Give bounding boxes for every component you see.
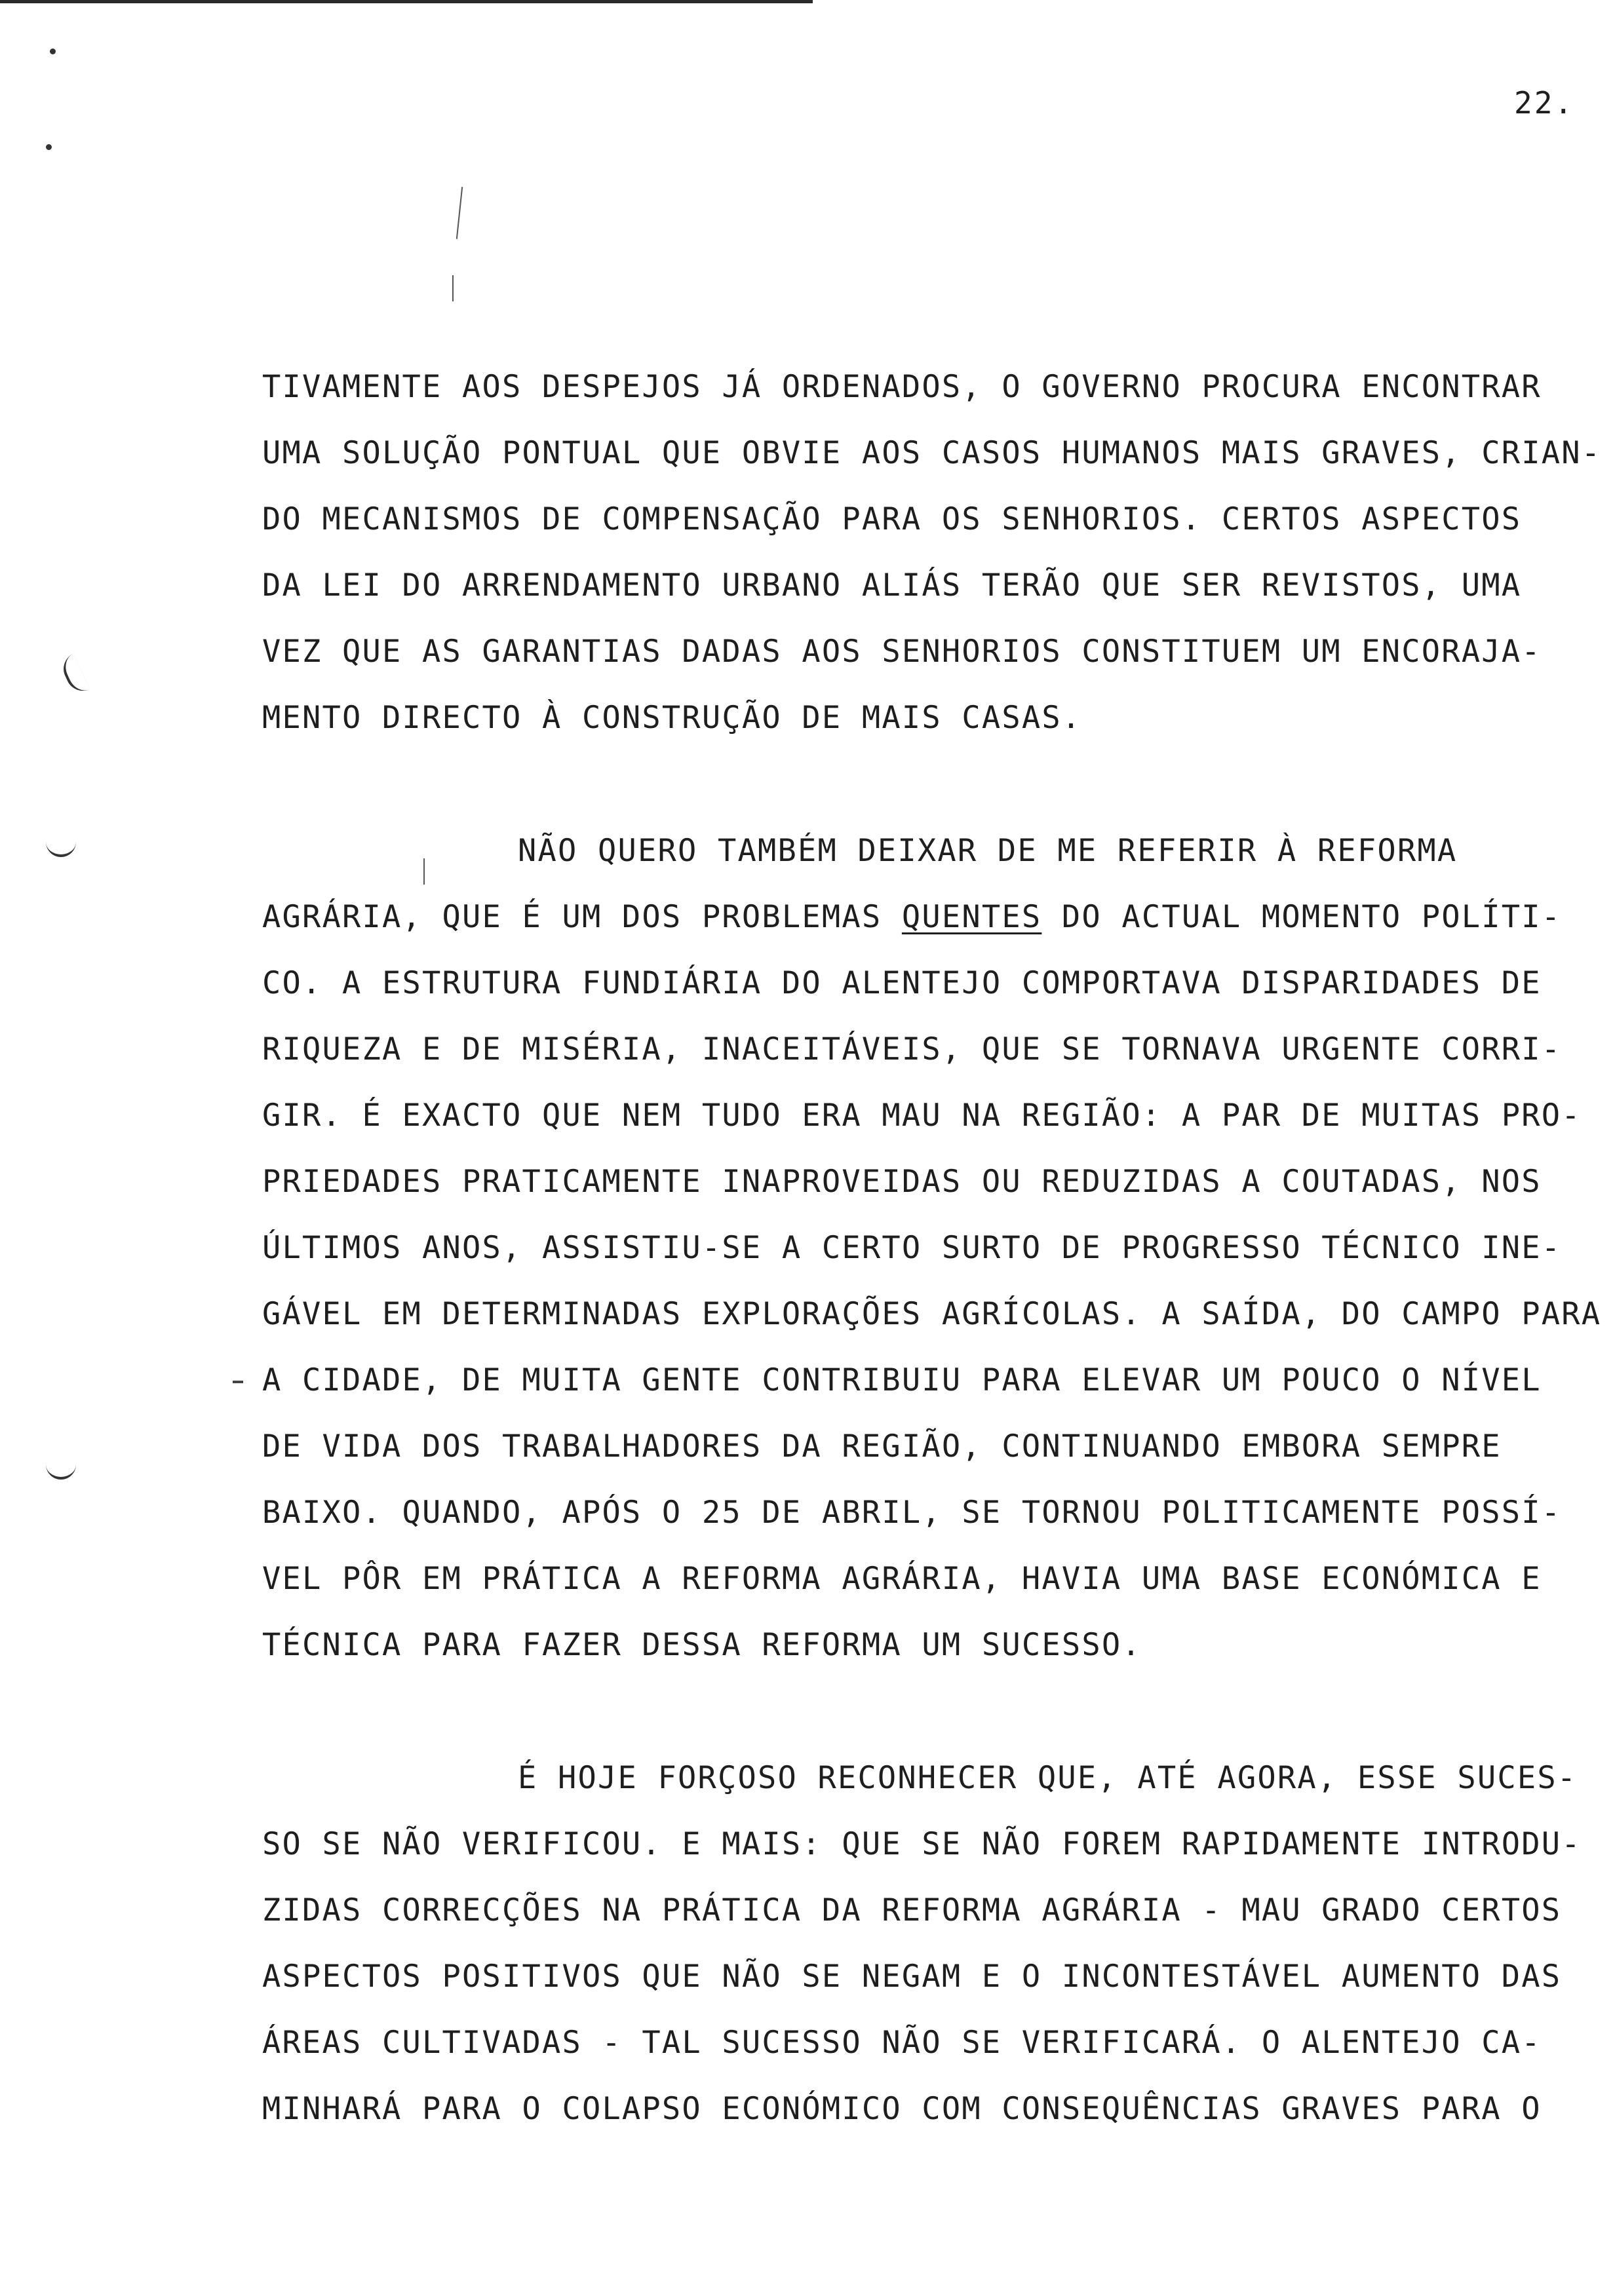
- top-rule: [0, 0, 813, 3]
- scan-speck: [46, 144, 52, 150]
- text-line: [262, 884, 1599, 950]
- hole-punch-mark: [46, 1461, 76, 1480]
- text-line: ÚLTIMOS ANOS, ASSISTIU-SE A CERTO SURTO DE PROGRESSO TÉCNICO INE-: [262, 1230, 1562, 1266]
- text-line: CO. A ESTRUTURA FUNDIÁRIA DO ALENTEJO COMPORTAVA DISPARIDADES DE: [262, 965, 1542, 1001]
- text-line: BAIXO. QUANDO, APÓS O 25 DE ABRIL, SE TORNOU POLITICAMENTE POSSÍ-: [262, 1495, 1562, 1531]
- text-line: PRIEDADES PRATICAMENTE INAPROVEIDAS OU REDUZIDAS A COUTADAS, NOS: [262, 1164, 1542, 1200]
- hole-punch-mark: [58, 653, 90, 696]
- text-segment: AGRÁRIA, QUE É UM DOS PROBLEMAS: [262, 899, 902, 935]
- paragraph-3: [262, 1745, 1599, 2142]
- page-number: 22.: [1514, 85, 1575, 121]
- text-line: É HOJE FORÇOSO RECONHECER QUE, ATÉ AGORA, ESSE SUCES-: [518, 1760, 1578, 1796]
- text-line: A CIDADE, DE MUITA GENTE CONTRIBUIU PARA ELEVAR UM POUCO O NÍVEL: [262, 1362, 1542, 1398]
- underlined-word: QUENTES: [901, 899, 1042, 935]
- text-line: UMA SOLUÇÃO PONTUAL QUE OBVIE AOS CASOS HUMANOS MAIS GRAVES, CRIAN-: [262, 435, 1602, 471]
- text-line: GÁVEL EM DETERMINADAS EXPLORAÇÕES AGRÍCOLAS. A SAÍDA, DO CAMPO PARA: [262, 1296, 1602, 1332]
- text-line: SO SE NÃO VERIFICOU. E MAIS: QUE SE NÃO FOREM RAPIDAMENTE INTRODU-: [262, 1826, 1582, 1862]
- text-line: ZIDAS CORRECÇÕES NA PRÁTICA DA REFORMA AGRÁRIA - MAU GRADO CERTOS: [262, 1892, 1562, 1928]
- text-line: ASPECTOS POSITIVOS QUE NÃO SE NEGAM E O INCONTESTÁVEL AUMENTO DAS: [262, 1959, 1562, 1995]
- text-line: ÁREAS CULTIVADAS - TAL SUCESSO NÃO SE VERIFICARÁ. O ALENTEJO CA-: [262, 2025, 1542, 2061]
- text-line: VEZ QUE AS GARANTIAS DADAS AOS SENHORIOS CONSTITUEM UM ENCORAJA-: [262, 634, 1542, 670]
- text-line: TIVAMENTE AOS DESPEJOS JÁ ORDENADOS, O GOVERNO PROCURA ENCONTRAR: [262, 369, 1542, 405]
- hole-punch-mark: [46, 839, 76, 857]
- scan-speck: [50, 48, 56, 54]
- text-segment: DO ACTUAL MOMENTO POLÍTI-: [1041, 899, 1562, 935]
- text-line: DA LEI DO ARRENDAMENTO URBANO ALIÁS TERÃO QUE SER REVISTOS, UMA: [262, 567, 1522, 603]
- text-line: DO MECANISMOS DE COMPENSAÇÃO PARA OS SENHORIOS. CERTOS ASPECTOS: [262, 501, 1522, 537]
- text-line: RIQUEZA E DE MISÉRIA, INACEITÁVEIS, QUE SE TORNAVA URGENTE CORRI-: [262, 1031, 1562, 1067]
- text-line: GIR. É EXACTO QUE NEM TUDO ERA MAU NA REGIÃO: A PAR DE MUITAS PRO-: [262, 1098, 1582, 1134]
- text-line: TÉCNICA PARA FAZER DESSA REFORMA UM SUCESSO.: [262, 1627, 1142, 1663]
- text-line: VEL PÔR EM PRÁTICA A REFORMA AGRÁRIA, HAVIA UMA BASE ECONÓMICA E: [262, 1561, 1542, 1597]
- text-line: MENTO DIRECTO À CONSTRUÇÃO DE MAIS CASAS.: [262, 700, 1082, 736]
- text-line: MINHARÁ PARA O COLAPSO ECONÓMICO COM CONSEQUÊNCIAS GRAVES PARA O: [262, 2091, 1542, 2127]
- text-line: NÃO QUERO TAMBÉM DEIXAR DE ME REFERIR À REFORMA: [518, 833, 1458, 869]
- paragraph-1: [262, 354, 1602, 751]
- text-line: DE VIDA DOS TRABALHADORES DA REGIÃO, CONTINUANDO EMBORA SEMPRE: [262, 1428, 1502, 1464]
- margin-dash: [233, 1381, 243, 1383]
- paragraph-2: [262, 818, 1602, 1678]
- scan-stroke: [456, 187, 463, 239]
- scan-stroke: [452, 275, 454, 301]
